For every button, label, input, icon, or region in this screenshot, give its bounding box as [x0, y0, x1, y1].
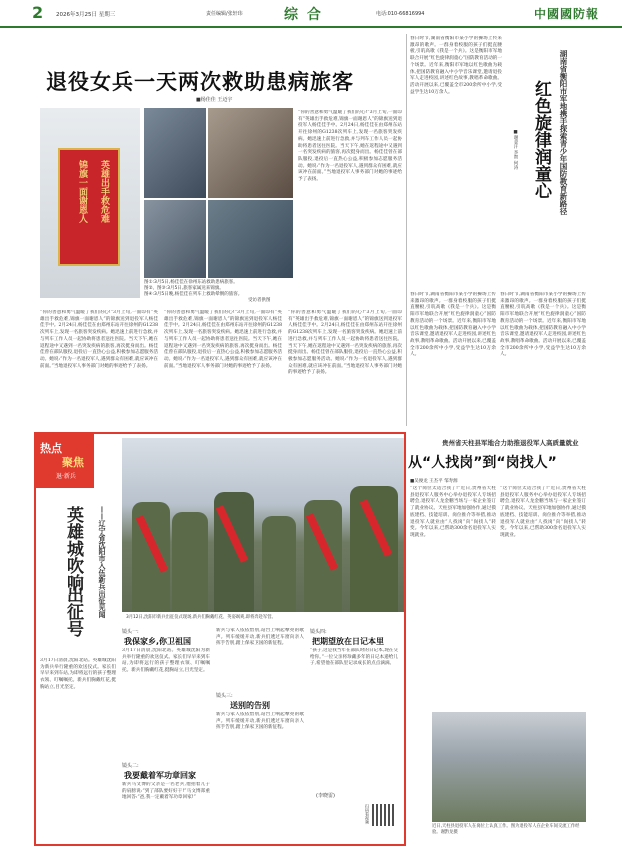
section-1-body: 3月17日清晨,沈阳北站。英雄城沈阳为新兵举行隆重的欢送仪式。家长们早早来到车站,为即将远行的孩子整理衣领、叮嘱嘱托。新兵们胸戴红花,挺胸站立,目光坚定。 [122, 648, 210, 674]
newspaper-logo: 中國國防報 [534, 7, 600, 21]
right-article-title: 红色旋律润童心 [531, 80, 551, 199]
recruit-figure [262, 516, 296, 612]
feature-subtitle: ——辽宁省沈阳市入伍新兵出征见闻 [98, 506, 106, 618]
section-3-title: 送别的告别 [230, 701, 270, 710]
section-1-title: 我保家乡,你卫祖国 [124, 637, 192, 646]
recruits-photo [122, 438, 404, 612]
recruit-figure [172, 512, 208, 612]
right-article-body-c: 春日时节,湖南省衡阳市某小学的操场上传来激昂的歌声。一群身着校服的孩子们挺直腰板,引吭高歌《我是一个兵》。这是衡阳市军地联合开展“红色旋律润童心”国防教育活动的一个场景。近年来,衡阳市军地以红色歌曲为载体,把国防教育融入中小学音乐课堂,邀请退役军人走进校园,讲述红色故事,教唱革命歌曲。活动开展以来,已覆盖全市200余所中小学,受益学生达10万余人。 [500, 292, 586, 358]
section-3-kicker: 镜头三: [216, 693, 233, 699]
right-article-subtitle: 湖南省衡阳市军地携手探索青少年国防教育新路径 [559, 50, 568, 215]
badge-line-1: 热点 [40, 442, 62, 455]
banner-line-2: 锦旗一面谢恩人 [77, 160, 87, 223]
phone-number: 电话:010-66816994 [376, 11, 425, 17]
top-article-byline: ■杨佳佳 王迈宇 [196, 97, 233, 103]
qr-label: 扫码看视频 [365, 804, 370, 824]
photo-1 [144, 108, 206, 198]
badge-line-2: 聚焦 [62, 456, 84, 469]
section-1-kicker: 镜头一: [122, 629, 139, 635]
top-article-body-c: “你的善意和勇气温暖了我们的心!”3月上旬,一面印有“英雄出手救危难,锦旗一面谢恩人”的锦旗送到退役军人杨佳佳手中。2月24日,杨佳佳在由郑州东站开往徐州的G1238次列车上,发现一名旅客突发疾病。她迅速上前进行急救,并与列车工作人员一起协助将患者送往医院。当天下午,她在返程途中又遇到一名突发疾病的旅客,再次挺身而出。杨佳佳曾在部队服役,退役后一直热心公益,积极参加志愿服务活动。她说:“作为一名退役军人,遇到群众有困难,就应该冲在前面。”当地退役军人事务部门对她的事迹给予了表扬。 [164, 310, 282, 369]
top-article-body-d: “你的善意和勇气温暖了我们的心!”3月上旬,一面印有“英雄出手救危难,锦旗一面谢恩人”的锦旗送到退役军人杨佳佳手中。2月24日,杨佳佳在由郑州东站开往徐州的G1238次列车上,发现一名旅客突发疾病。她迅速上前进行急救,并与列车工作人员一起协助将患者送往医院。当天下午,她在返程途中又遇到一名突发疾病的旅客,再次挺身而出。杨佳佳曾在部队服役,退役后一直热心公益,积极参加志愿服务活动。她说:“作为一名退役军人,遇到群众有困难,就应该冲在前面。”当地退役军人事务部门对她的事迹给予了表扬。 [288, 310, 402, 376]
column-rule [406, 34, 407, 426]
masthead [0, 0, 622, 28]
top-article-body-b: “你的善意和勇气温暖了我们的心!”3月上旬,一面印有“英雄出手救危难,锦旗一面谢恩人”的锦旗送到退役军人杨佳佳手中。2月24日,杨佳佳在由郑州东站开往徐州的G1238次列车上,发现一名旅客突发疾病。她迅速上前进行急救,并与列车工作人员一起协助将患者送往医院。当天下午,她在返程途中又遇到一名突发疾病的旅客,再次挺身而出。杨佳佳曾在部队服役,退役后一直热心公益,积极参加志愿服务活动。她说:“作为一名退役军人,遇到群众有困难,就应该冲在前面。”当地退役军人事务部门对她的事迹给予了表扬。 [40, 310, 158, 369]
workers-photo [432, 712, 586, 822]
section-2-title: 我要戴着军功章回家 [124, 771, 196, 780]
recruit-figure [350, 486, 398, 612]
section-2-kicker: 镜头二: [122, 763, 139, 769]
section-4-title: 把期望放在日记本里 [312, 637, 384, 646]
photo-3 [144, 200, 206, 278]
bottom-right-body-a: “这个岗位太适合我了!”近日,贵州省天柱县退役军人服务中心举办退役军人专场招聘会,退役军人龙金鹏当场与一家企业签订了就业协议。天柱县军地加强协作,通过摸底建档、技能培训、岗位推介等举措,推动退役军人就业由“人找岗”向“岗找人”转变。今年以来,已帮助300余名退役军人实现就业。 [410, 486, 496, 538]
page-number: 2 [32, 3, 44, 22]
bottom-right-photo-caption: 近日,天柱县退役军人在岗位上认真工作。图为退役军人在企业车间交流工作经验。谢黔龙摄 [432, 824, 580, 835]
photo-caption-2: 图②、图③:3月5日,旅客家属送来锦旗。 [144, 286, 224, 291]
bottom-right-kicker: 贵州省天柱县军地合力助推退役军人高质量就业 [442, 439, 579, 447]
photo-caption-3: 图④:3月5日晚,杨佳佳在列车上救助晕倒的旅客。 [144, 292, 243, 297]
section-title: 综 合 [284, 7, 323, 23]
section-4-body: “孩子,这是我当年在部队时的日记本,现在交给你。”一位父亲将珍藏多年的日记本递给儿子,希望他在部队里记录成长的点点滴滴。 [310, 648, 398, 667]
editor-credit: 责任编辑/张轩玮 [206, 11, 243, 17]
issue-date: 2026年3月25日 星期三 [56, 12, 116, 18]
feature-author: (李晓雷) [316, 793, 335, 799]
top-article-title: 退役女兵一天两次救助患病旅客 [46, 70, 354, 94]
right-article-byline: ■谢金汗 李智 何涛 [513, 130, 518, 170]
bottom-right-byline: ■吴俊龙 王杰平 邹寿源 [410, 479, 458, 484]
photo-4 [208, 200, 293, 278]
badge-line-3: 退·新兵 [56, 473, 76, 480]
qr-code-icon[interactable] [372, 804, 394, 826]
photo-caption-1: 图①:3月5日,杨佳佳在徐州东站救助患病旅客。 [144, 280, 238, 285]
photo-credit: 受访者供图 [248, 298, 271, 303]
bottom-right-body-b: “这个岗位太适合我了!”近日,贵州省天柱县退役军人服务中心举办退役军人专场招聘会,退役军人龙金鹏当场与一家企业签订了就业协议。天柱县军地加强协作,通过摸底建档、技能培训、岗位推介等举措,推动退役军人就业由“人找岗”向“岗找人”转变。今年以来,已帮助300余名退役军人实现就业。 [500, 486, 586, 538]
top-article-body-a: “你的善意和勇气温暖了我们的心!”3月上旬,一面印有“英雄出手救危难,锦旗一面谢恩人”的锦旗送到退役军人杨佳佳手中。2月24日,杨佳佳在由郑州东站开往徐州的G1238次列车上,发现一名旅客突发疾病。她迅速上前进行急救,并与列车工作人员一起协助将患者送往医院。当天下午,她在返程途中又遇到一名突发疾病的旅客,再次挺身而出。杨佳佳曾在部队服役,退役后一直热心公益,积极参加志愿服务活动。她说:“作为一名退役军人,遇到群众有困难,就应该冲在前面。”当地退役军人事务部门对她的事迹给予了表扬。 [298, 110, 402, 183]
bottom-right-title: 从“人找岗”到“岗找人” [408, 455, 557, 471]
section-2-body: 新兵马文博的父亲是一名老兵,他拍着儿子的肩膀说:“到了部队要好好干!”马文博郑重地回答:“爸,我一定戴着军功章回家!” [122, 782, 210, 801]
section-3-body: 新兵与家人依依惜别,站台上响起嘹亮的歌声。列车缓缓开动,新兵们透过车窗向亲人挥手告别,踏上保家卫国的新征程。 [216, 712, 304, 731]
right-article-body-a: 春日时节,湖南省衡阳市某小学的操场上传来激昂的歌声。一群身着校服的孩子们挺直腰板,引吭高歌《我是一个兵》。这是衡阳市军地联合开展“红色旋律润童心”国防教育活动的一个场景。近年来,衡阳市军地以红色歌曲为载体,把国防教育融入中小学音乐课堂,邀请退役军人走进校园,讲述红色故事,教唱革命歌曲。活动开展以来,已覆盖全市200余所中小学,受益学生达10万余人。 [410, 36, 502, 95]
photo-2 [208, 108, 293, 198]
right-article-body-b: 春日时节,湖南省衡阳市某小学的操场上传来激昂的歌声。一群身着校服的孩子们挺直腰板,引吭高歌《我是一个兵》。这是衡阳市军地联合开展“红色旋律润童心”国防教育活动的一个场景。近年来,衡阳市军地以红色歌曲为载体,把国防教育融入中小学音乐课堂,邀请退役军人走进校园,讲述红色故事,教唱革命歌曲。活动开展以来,已覆盖全市200余所中小学,受益学生达10万余人。 [410, 292, 496, 358]
section-3-lead: 新兵与家人依依惜别,站台上响起嘹亮的歌声。列车缓缓开动,新兵们透过车窗向亲人挥手告别,踏上保家卫国的新征程。 [216, 628, 304, 647]
feature-photo-caption: 3月12日,沈阳市新兵出征仪式现场,新兵们胸戴红花、英姿飒爽,即将奔赴军营。 [126, 615, 276, 620]
pennant-banner [58, 148, 120, 266]
feature-title-col2: 出征号 [63, 586, 83, 637]
feature-title-col1: 英雄城吹响 [63, 506, 83, 591]
banner-line-1: 英雄出手救危难 [99, 160, 109, 223]
section-4-kicker: 镜头四: [310, 629, 327, 635]
feature-intro: 3月17日清晨,沈阳北站。英雄城沈阳为新兵举行隆重的欢送仪式。家长们早早来到车站,为即将远行的孩子整理衣领、叮嘱嘱托。新兵们胸戴红花,挺胸站立,目光坚定。 [40, 658, 116, 690]
banner-photo [40, 108, 140, 298]
